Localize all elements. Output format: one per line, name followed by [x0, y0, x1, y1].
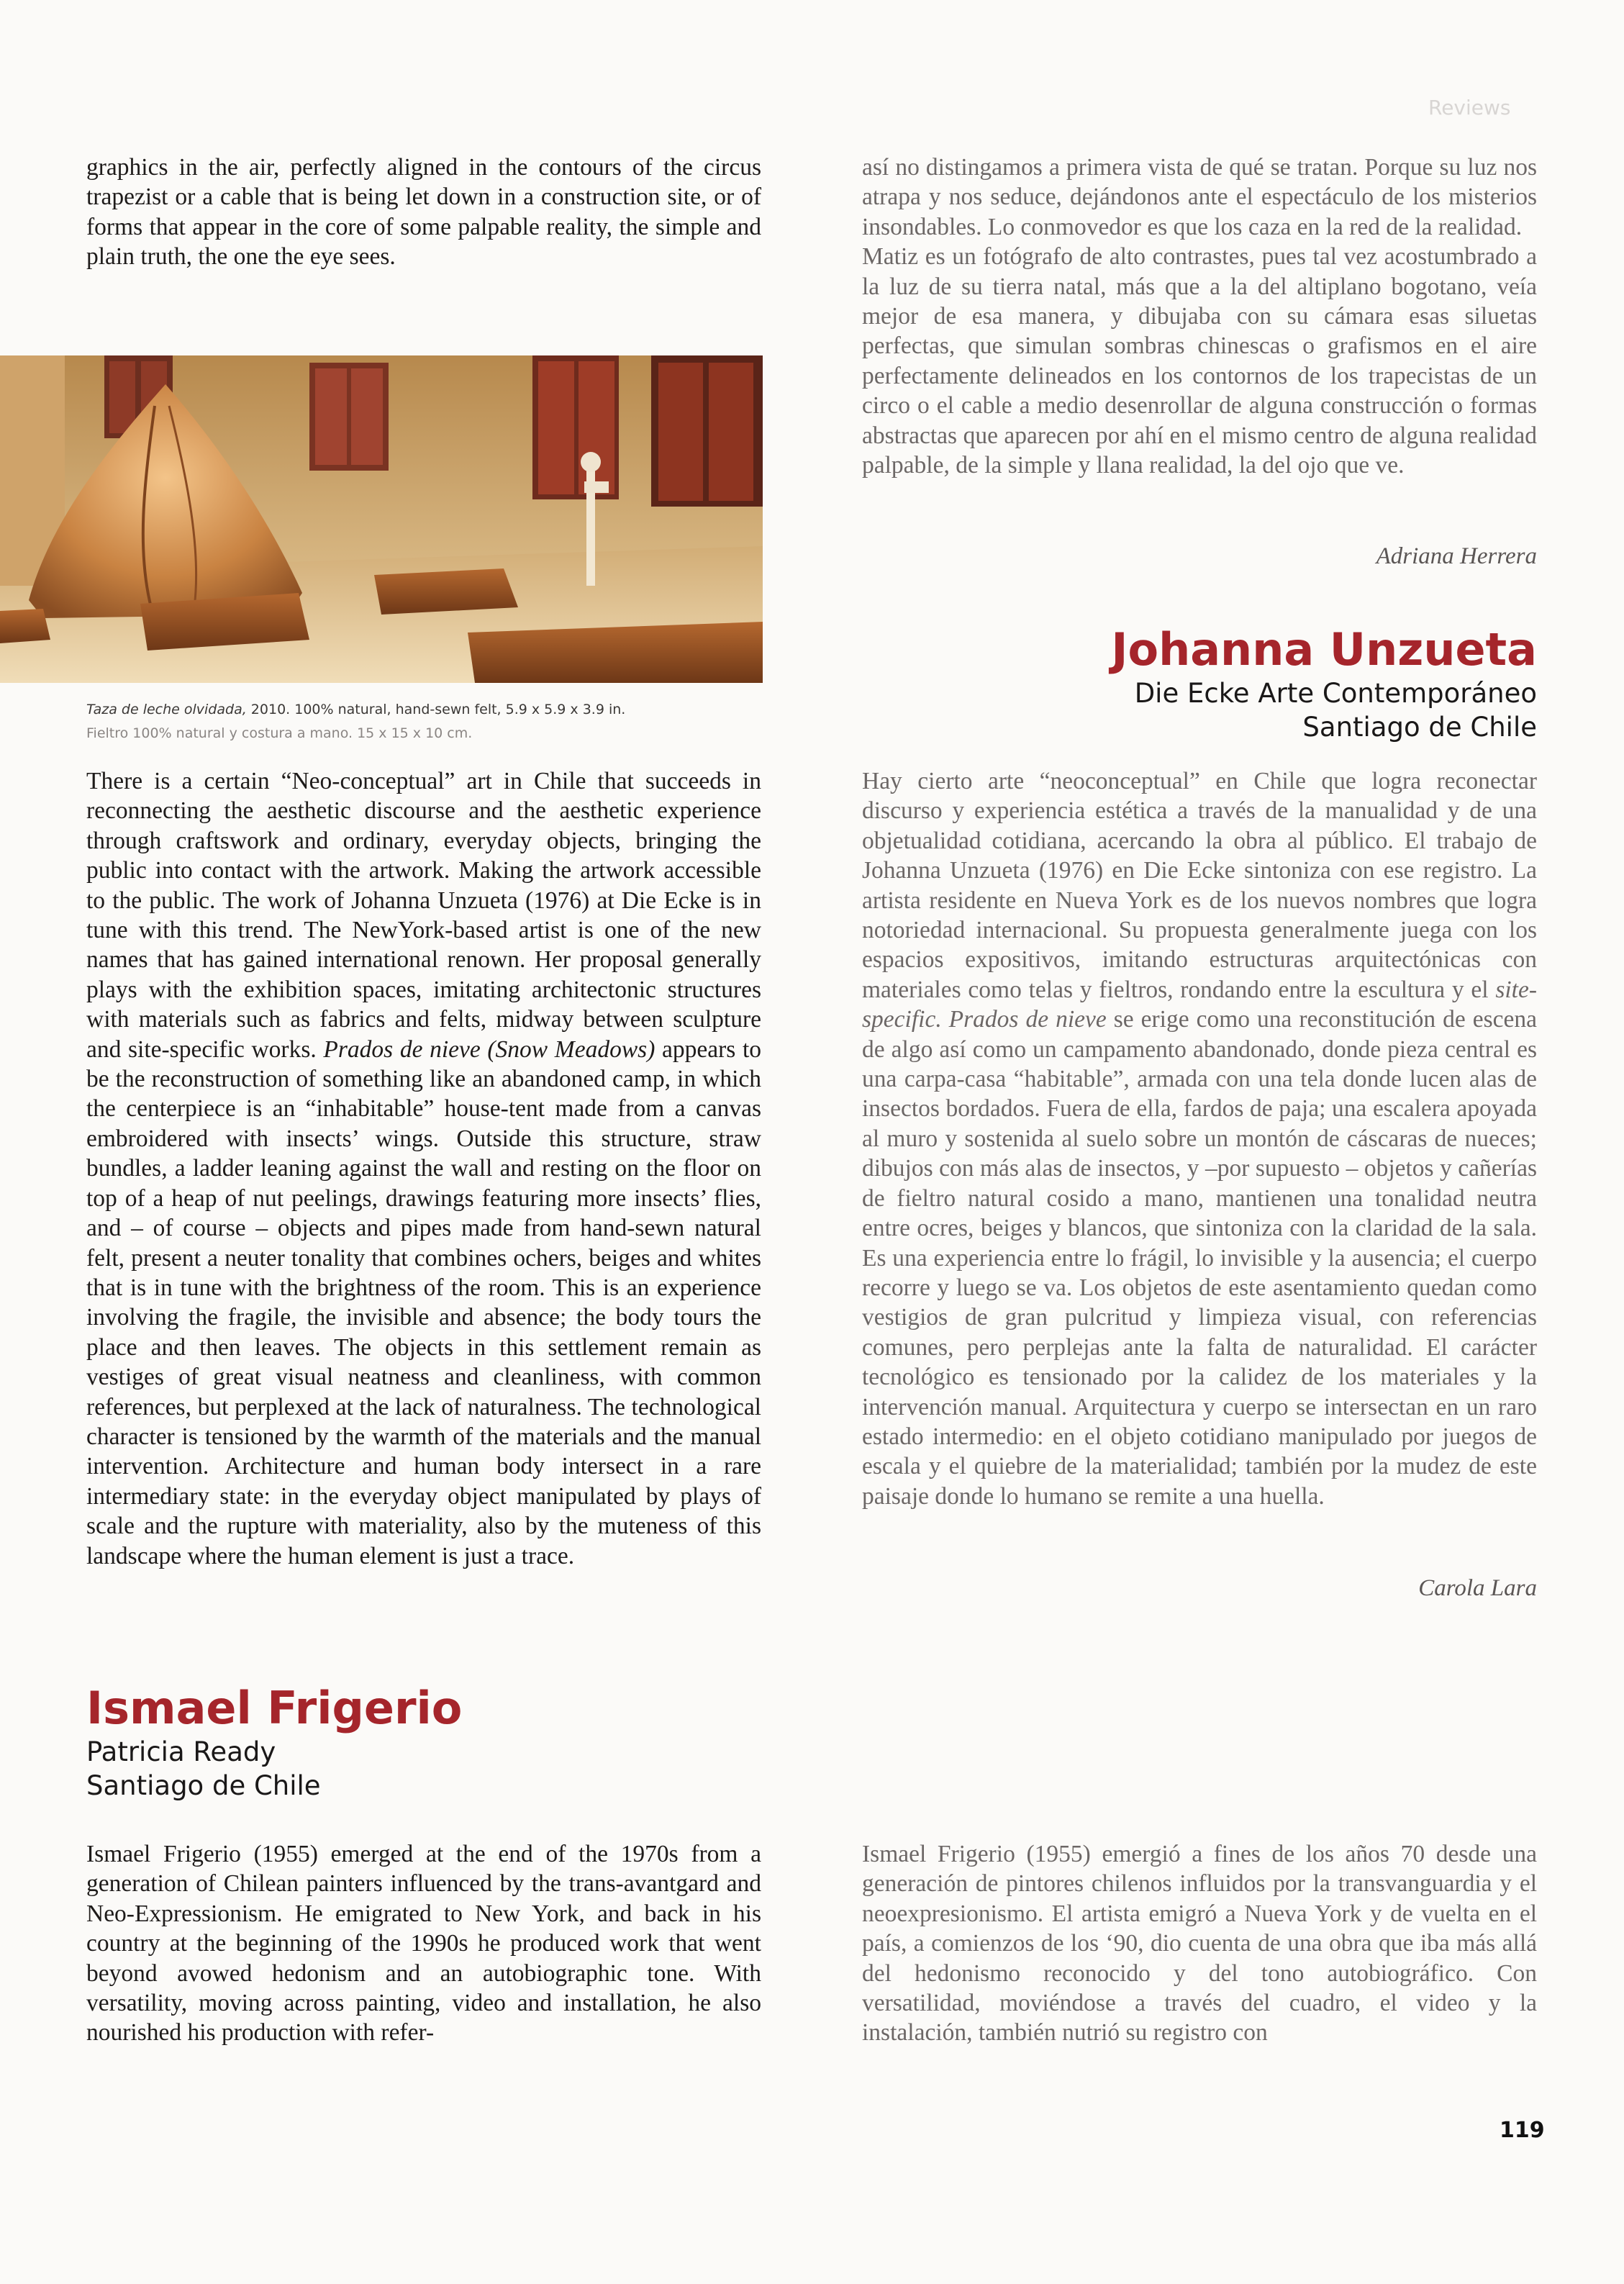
- city-name: Santiago de Chile: [86, 1770, 321, 1801]
- gallery-name: Patricia Ready: [86, 1736, 276, 1767]
- matiz-review-es: así no distingamos a primera vista de qué se tratan. Porque su luz nos atrapa y nos seduce, dejándonos ante el espectáculo de los misterios insondables. Lo conmovedor es que los caza en la red de la realidad. Matiz es un fotógrafo de alto contrastes, pues tal vez acostumbrado a la luz de su tierra natal, más que a la del altiplano bogotano, veía mejor de esa manera, y dibujaba con su cámara esas siluetas perfectas, que simulan sombras chinescas o grafismos en el aire perfectamente delineados en los contornos de los trapecistas de un circo o el cable a medio desenrollar de alguna construcción o formas abstractas que aparecen por ahí en el mismo centro de alguna realidad palpable, de la simple y llana realidad, la del ojo que ve.: [862, 154, 1537, 479]
- page-number: 119: [1500, 2118, 1545, 2143]
- tent-installation-image: [0, 355, 763, 683]
- running-header: Reviews: [1428, 96, 1511, 119]
- caption-english: Taza de leche olvidada, 2010. 100% natural, hand-sewn felt, 5.9 x 5.9 x 3.9 in.: [86, 702, 626, 717]
- frigerio-review-es: Ismael Frigerio (1955) emergió a fines de los años 70 desde una generación de pintores chilenos influidos por la transvanguardia y el neoexpresionismo. El artista emigró a Nueva York y de vuelta en el país, a comienzos de los ‘90, dio cuenta de una obra que iba más allá del hedonismo reconocido y del tono autobiográfico. Con versatilidad, moviéndose a través del cuadro, el video y la instalación, también nutrió su registro con: [862, 1841, 1537, 2047]
- caption-spanish: Fieltro 100% natural y costura a mano. 15 x 15 x 10 cm.: [86, 725, 473, 741]
- photo-caption: [86, 698, 625, 746]
- unzueta-review-en: There is a certain “Neo-conceptual” art in Chile that succeeds in reconnecting the aesthetic discourse and the aesthetic experience through craftswork and ordinary, everyday objects, bringing the public into contact with the artwork. Making the artwork accessible to the public. The work of Johanna Unzueta (1976) at Die Ecke is in tune with this trend. The NewYork-based artist is one of the new names that has gained international renown. Her proposal generally plays with the exhibition spaces, imitating architectonic structures with materials such as fabrics and felts, midway between sculpture and site-specific works. Prados de nieve (Snow Meadows) appears to be the reconstruction of something like an abandoned camp, in which the centerpiece is an “inhabitable” house-tent made from a canvas embroidered with insects’ wings. Outside this structure, straw bundles, a ladder leaning against the wall and resting on the floor on top of a heap of nut peelings, drawings featuring more insects’ flies, and – of course – objects and pipes made from hand-sewn natural felt, present a neuter tonality that combines ochers, beiges and whites that is in tune with the brightness of the room. This is an experience involving the fragile, the invisible and absence; the body tours the place and then leaves. The objects in this settlement remain as vestiges of great visual neatness and cleanliness, with common references, but perplexed at the lack of naturalness. The technological character is tensioned by the warmth of the materials and the manual intervention. Architecture and human body intersect in a rare intermediary state: in the everyday object manipulated by plays of scale and the rupture with materiality, also by the muteness of this landscape where the human element is just a trace.: [86, 768, 761, 1569]
- city-name: Santiago de Chile: [1302, 712, 1537, 743]
- unzueta-heading: [935, 623, 1537, 744]
- artwork-photo: [0, 355, 763, 683]
- frigerio-review-en: Ismael Frigerio (1955) emerged at the end of the 1970s from a generation of Chilean painters influenced by the trans-avantgard and Neo-Expressionism. He emigrated to New York, and back in his country at the beginning of the 1990s he produced work that went beyond avowed hedonism and an autobiographic tone. With versatility, moving across painting, video and installation, he also nourished his production with refer-: [86, 1841, 761, 2047]
- frigerio-heading: [86, 1682, 463, 1803]
- signature-carola-lara: Carola Lara: [1418, 1575, 1537, 1601]
- artist-name: Johanna Unzueta: [1111, 623, 1537, 676]
- signature-adriana-herrera: Adriana Herrera: [1376, 543, 1537, 569]
- artist-name: Ismael Frigerio: [86, 1682, 463, 1734]
- intro-text-en: graphics in the air, perfectly aligned in the contours of the circus trapezist or a cable that is being let down in a construction site, or of forms that appear in the core of some palpable reality, the simple and plain truth, the one the eye sees.: [86, 154, 761, 271]
- unzueta-review-es: Hay cierto arte “neoconceptual” en Chile que logra reconectar discurso y experiencia estética a través de la manualidad y de una objetualidad cotidiana, acercando la obra al público. El trabajo de Johanna Unzueta (1976) en Die Ecke sintoniza con ese registro. La artista residente en Nueva York es de los nuevos nombres que logra notoriedad internacional. Su propuesta generalmente juega con los espacios expositivos, imitando estructuras arquitectónicas con materiales como telas y fieltros, rondando entre la escultura y el site-specific. Prados de nieve se erige como una reconstitución de escena de algo así como un campamento abandonado, donde pieza central es una carpa-casa “habitable”, armada con una tela donde lucen alas de insectos bordados. Fuera de ella, fardos de paja; una escalera apoyada al muro y sostenida al suelo sobre un montón de cáscaras de nueces; dibujos con más alas de insectos, y –por supuesto – objetos y cañerías de fieltro natural cosido a mano, mantienen una tonalidad neutra entre ocres, beiges y blancos, que sintoniza con la claridad de la sala. Es una experiencia entre lo frágil, lo invisible y la ausencia; el cuerpo recorre y luego se va. Los objetos de este asentamiento quedan como vestigios de gran pulcritud y limpieza visual, con referencias comunes, pero perplejas ante la falta de naturalidad. El carácter tecnológico es tensionado por la calidez de los materiales y la intervención manual. Arquitectura y cuerpo se intersectan en un raro estado intermedio: en el objeto cotidiano manipulado por juegos de escala y el quiebre de la materialidad; también por la mudez de este paisaje donde lo humano se remite a una huella.: [862, 768, 1538, 1510]
- gallery-name: Die Ecke Arte Contemporáneo: [1134, 678, 1537, 709]
